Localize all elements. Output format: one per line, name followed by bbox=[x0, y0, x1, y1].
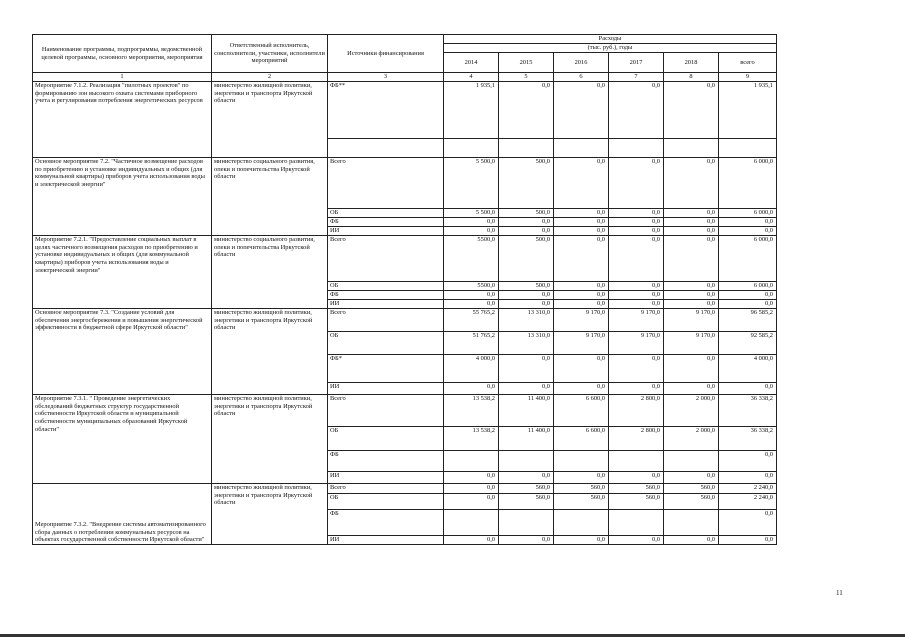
value-cell: 13 538,2 bbox=[444, 395, 499, 427]
page-number: 11 bbox=[836, 589, 843, 597]
header-name: Наименование программы, подпрограммы, ведомственной целевой программы, основного мероприятия, мероприятия bbox=[33, 35, 212, 73]
value-cell: 0,0 bbox=[719, 227, 777, 236]
funding-source: ИИ bbox=[328, 300, 444, 309]
value-cell: 92 585,2 bbox=[719, 332, 777, 355]
activity-name: Мероприятие 7.2.1. "Предоставление социальных выплат в целях частичного возмещения расходов по приобретению и установке индивидуальных и общих (для коммунальной квартиры) приборов учета использования воды и электрической энергии" bbox=[33, 236, 212, 309]
value-cell: 0,0 bbox=[609, 82, 664, 139]
value-cell: 0,0 bbox=[444, 494, 499, 510]
column-index: 7 bbox=[609, 73, 664, 82]
value-cell: 0,0 bbox=[609, 227, 664, 236]
value-cell: 0,0 bbox=[609, 291, 664, 300]
value-cell: 500,0 bbox=[499, 282, 554, 291]
value-cell: 6 600,0 bbox=[554, 427, 609, 451]
value-cell: 0,0 bbox=[719, 218, 777, 227]
funding-source: ФБ* bbox=[328, 355, 444, 383]
table-row bbox=[33, 236, 777, 282]
column-index: 8 bbox=[664, 73, 719, 82]
value-cell: 9 170,0 bbox=[609, 332, 664, 355]
value-cell: 0,0 bbox=[554, 383, 609, 395]
header-source: Источники финансирования bbox=[328, 35, 444, 73]
value-cell: 0,0 bbox=[719, 300, 777, 309]
activity-name: Мероприятие 7.1.2. Реализация "пилотных проектов" по формированию зон высокого охвата системами приборного учета и регулирования потребления энергетических ресурсов bbox=[33, 82, 212, 158]
value-cell: 0,0 bbox=[444, 218, 499, 227]
table-body bbox=[33, 82, 777, 545]
value-cell: 0,0 bbox=[664, 536, 719, 545]
value-cell: 11 400,0 bbox=[499, 427, 554, 451]
value-cell: 0,0 bbox=[719, 291, 777, 300]
value-cell: 0,0 bbox=[499, 383, 554, 395]
value-cell: 0,0 bbox=[609, 300, 664, 309]
value-cell: 0,0 bbox=[554, 355, 609, 383]
value-cell: 2 240,0 bbox=[719, 484, 777, 494]
header-year: 2014 bbox=[444, 53, 499, 73]
funding-source: ИИ bbox=[328, 383, 444, 395]
value-cell: 0,0 bbox=[554, 158, 609, 209]
column-index: 5 bbox=[499, 73, 554, 82]
value-cell: 0,0 bbox=[664, 158, 719, 209]
activity-name: Мероприятие 7.3.1. " Проведение энергетических обследований бюджетных структур государственной собственности Иркутской области и муниципальной собственности муниципальных образований Иркутской области" bbox=[33, 395, 212, 484]
value-cell: 0,0 bbox=[499, 218, 554, 227]
funding-source: ФБ** bbox=[328, 82, 444, 139]
funding-source: ОБ bbox=[328, 332, 444, 355]
value-cell: 0,0 bbox=[664, 300, 719, 309]
value-cell: 0,0 bbox=[554, 218, 609, 227]
header-total: всего bbox=[719, 53, 777, 73]
value-cell: 0,0 bbox=[609, 236, 664, 282]
value-cell: 9 170,0 bbox=[609, 309, 664, 332]
header-expenses: Расходы bbox=[444, 35, 777, 44]
value-cell: 2 000,0 bbox=[664, 427, 719, 451]
value-cell: 0,0 bbox=[719, 451, 777, 472]
column-index: 4 bbox=[444, 73, 499, 82]
value-cell: 0,0 bbox=[664, 82, 719, 139]
value-cell: 560,0 bbox=[499, 494, 554, 510]
activity-executor: министерство социального развития, опеки и попечительства Иркутской области bbox=[212, 236, 328, 309]
value-cell: 560,0 bbox=[664, 484, 719, 494]
value-cell: 13 538,2 bbox=[444, 427, 499, 451]
value-cell: 0,0 bbox=[444, 383, 499, 395]
activity-name: Основное мероприятие 7.3. "Создание условий для обеспечения энергосбережения и повышения энергетической эффективности в бюджетной сфере Иркутской области" bbox=[33, 309, 212, 395]
financing-table bbox=[32, 34, 777, 545]
value-cell bbox=[444, 451, 499, 472]
table-row bbox=[33, 395, 777, 427]
header-year: 2015 bbox=[499, 53, 554, 73]
funding-source: ОБ bbox=[328, 427, 444, 451]
value-cell: 2 240,0 bbox=[719, 494, 777, 510]
value-cell: 0,0 bbox=[444, 536, 499, 545]
value-cell: 0,0 bbox=[719, 510, 777, 536]
funding-source: ОБ bbox=[328, 282, 444, 291]
value-cell: 0,0 bbox=[664, 291, 719, 300]
activity-executor: министерство жилищной политики, энергетики и транспорта Иркутской области bbox=[212, 309, 328, 395]
value-cell: 0,0 bbox=[609, 355, 664, 383]
value-cell: 5 500,0 bbox=[444, 158, 499, 209]
value-cell: 0,0 bbox=[609, 472, 664, 484]
value-cell: 0,0 bbox=[664, 282, 719, 291]
funding-source: ФБ bbox=[328, 218, 444, 227]
value-cell: 6 000,0 bbox=[719, 209, 777, 218]
value-cell: 0,0 bbox=[554, 282, 609, 291]
value-cell bbox=[609, 451, 664, 472]
activity-executor: министерство жилищной политики, энергетики и транспорта Иркутской области bbox=[212, 395, 328, 484]
value-cell: 0,0 bbox=[444, 227, 499, 236]
table-row bbox=[33, 309, 777, 332]
value-cell: 0,0 bbox=[719, 383, 777, 395]
value-cell: 1 935,1 bbox=[719, 82, 777, 139]
activity-name: Основное мероприятие 7.2. "Частичное возмещение расходов по приобретению и установке индивидуальных и общих (для коммунальной квартиры) приборов учета использования воды и электрической энергии" bbox=[33, 158, 212, 236]
value-cell: 0,0 bbox=[554, 300, 609, 309]
value-cell: 2 000,0 bbox=[664, 395, 719, 427]
value-cell: 0,0 bbox=[554, 291, 609, 300]
value-cell: 5500,0 bbox=[444, 282, 499, 291]
value-cell: 0,0 bbox=[609, 218, 664, 227]
value-cell: 6 600,0 bbox=[554, 395, 609, 427]
value-cell: 0,0 bbox=[664, 236, 719, 282]
value-cell: 6 000,0 bbox=[719, 158, 777, 209]
value-cell: 0,0 bbox=[444, 484, 499, 494]
value-cell: 0,0 bbox=[499, 300, 554, 309]
value-cell: 6 000,0 bbox=[719, 282, 777, 291]
value-cell: 9 170,0 bbox=[554, 309, 609, 332]
value-cell: 560,0 bbox=[664, 494, 719, 510]
value-cell: 0,0 bbox=[499, 355, 554, 383]
value-cell: 0,0 bbox=[664, 218, 719, 227]
funding-source: Всего bbox=[328, 158, 444, 209]
budget-table-sheet bbox=[32, 34, 776, 545]
value-cell: 0,0 bbox=[664, 383, 719, 395]
value-cell: 560,0 bbox=[609, 494, 664, 510]
value-cell: 0,0 bbox=[554, 209, 609, 218]
value-cell: 0,0 bbox=[664, 209, 719, 218]
column-index: 9 bbox=[719, 73, 777, 82]
funding-source: ФБ bbox=[328, 291, 444, 300]
value-cell: 13 310,0 bbox=[499, 309, 554, 332]
funding-source: ИИ bbox=[328, 472, 444, 484]
value-cell: 0,0 bbox=[554, 227, 609, 236]
value-cell bbox=[554, 510, 609, 536]
column-index: 1 bbox=[33, 73, 212, 82]
activity-executor: министерство жилищной политики, энергетики и транспорта Иркутской области bbox=[212, 484, 328, 545]
header-units: (тыс. руб.), годы bbox=[444, 44, 777, 53]
header-year: 2016 bbox=[554, 53, 609, 73]
value-cell: 0,0 bbox=[444, 472, 499, 484]
value-cell: 500,0 bbox=[499, 209, 554, 218]
table-row bbox=[33, 158, 777, 209]
value-cell: 0,0 bbox=[499, 291, 554, 300]
value-cell: 500,0 bbox=[499, 158, 554, 209]
funding-source: Всего bbox=[328, 236, 444, 282]
funding-source: ИИ bbox=[328, 227, 444, 236]
value-cell: 0,0 bbox=[499, 227, 554, 236]
value-cell: 560,0 bbox=[609, 484, 664, 494]
value-cell: 5 500,0 bbox=[444, 209, 499, 218]
value-cell: 0,0 bbox=[499, 82, 554, 139]
funding-source: Всего bbox=[328, 309, 444, 332]
value-cell: 560,0 bbox=[554, 484, 609, 494]
value-cell: 4 000,0 bbox=[444, 355, 499, 383]
value-cell bbox=[499, 510, 554, 536]
funding-source: Всего bbox=[328, 395, 444, 427]
value-cell: 0,0 bbox=[609, 158, 664, 209]
funding-source: ФБ bbox=[328, 510, 444, 536]
value-cell: 51 765,2 bbox=[444, 332, 499, 355]
funding-source: ИИ bbox=[328, 536, 444, 545]
value-cell: 2 800,0 bbox=[609, 427, 664, 451]
value-cell: 0,0 bbox=[719, 472, 777, 484]
value-cell: 4 000,0 bbox=[719, 355, 777, 383]
activity-executor: министерство социального развития, опеки и попечительства Иркутской области bbox=[212, 158, 328, 236]
value-cell bbox=[664, 510, 719, 536]
value-cell: 9 170,0 bbox=[554, 332, 609, 355]
column-index: 6 bbox=[554, 73, 609, 82]
value-cell: 0,0 bbox=[609, 383, 664, 395]
value-cell: 0,0 bbox=[664, 355, 719, 383]
value-cell: 0,0 bbox=[554, 472, 609, 484]
value-cell: 5500,0 bbox=[444, 236, 499, 282]
value-cell: 0,0 bbox=[609, 536, 664, 545]
value-cell: 6 000,0 bbox=[719, 236, 777, 282]
table-row bbox=[33, 484, 777, 494]
funding-source: ФБ bbox=[328, 451, 444, 472]
funding-source: Всего bbox=[328, 484, 444, 494]
header-year: 2017 bbox=[609, 53, 664, 73]
value-cell: 0,0 bbox=[499, 472, 554, 484]
value-cell: 2 800,0 bbox=[609, 395, 664, 427]
value-cell: 1 935,1 bbox=[444, 82, 499, 139]
funding-source: ОБ bbox=[328, 209, 444, 218]
value-cell: 0,0 bbox=[554, 536, 609, 545]
value-cell: 560,0 bbox=[554, 494, 609, 510]
value-cell: 0,0 bbox=[664, 472, 719, 484]
activity-executor: министерство жилищной политики, энергетики и транспорта Иркутской области bbox=[212, 82, 328, 158]
scan-border-line bbox=[0, 634, 905, 637]
value-cell: 0,0 bbox=[609, 282, 664, 291]
value-cell bbox=[554, 451, 609, 472]
value-cell: 0,0 bbox=[444, 300, 499, 309]
value-cell: 0,0 bbox=[554, 82, 609, 139]
header-year: 2018 bbox=[664, 53, 719, 73]
column-index: 2 bbox=[212, 73, 328, 82]
value-cell: 0,0 bbox=[609, 209, 664, 218]
value-cell: 55 765,2 bbox=[444, 309, 499, 332]
value-cell: 0,0 bbox=[554, 236, 609, 282]
value-cell bbox=[609, 510, 664, 536]
funding-source: ОБ bbox=[328, 494, 444, 510]
value-cell: 500,0 bbox=[499, 236, 554, 282]
value-cell: 36 338,2 bbox=[719, 427, 777, 451]
value-cell: 560,0 bbox=[499, 484, 554, 494]
value-cell: 0,0 bbox=[444, 291, 499, 300]
value-cell: 11 400,0 bbox=[499, 395, 554, 427]
value-cell bbox=[499, 451, 554, 472]
value-cell: 36 338,2 bbox=[719, 395, 777, 427]
header-executor: Ответственный исполнитель, соисполнители, участники, исполнители мероприятий bbox=[212, 35, 328, 73]
value-cell: 9 170,0 bbox=[664, 309, 719, 332]
column-index: 3 bbox=[328, 73, 444, 82]
value-cell bbox=[444, 510, 499, 536]
table-row bbox=[33, 82, 777, 139]
value-cell: 96 585,2 bbox=[719, 309, 777, 332]
value-cell: 13 310,0 bbox=[499, 332, 554, 355]
activity-name: Мероприятие 7.3.2. "Внедрение системы автоматизированного сбора данных о потреблении коммунальных ресурсов на объектах государственной собственности Иркутской области" bbox=[33, 484, 212, 545]
value-cell: 0,0 bbox=[719, 536, 777, 545]
value-cell: 0,0 bbox=[664, 227, 719, 236]
value-cell bbox=[664, 451, 719, 472]
value-cell: 9 170,0 bbox=[664, 332, 719, 355]
value-cell: 0,0 bbox=[499, 536, 554, 545]
